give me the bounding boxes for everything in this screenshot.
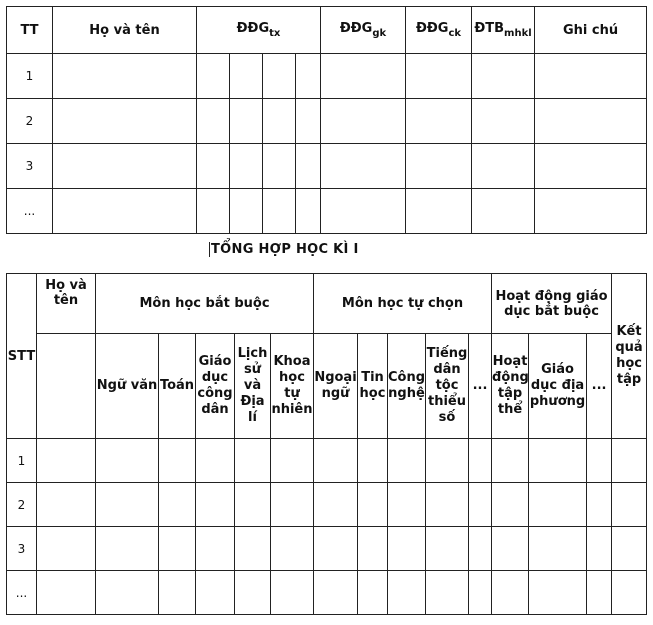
row-number: 1 (7, 439, 37, 483)
table-row (7, 54, 647, 99)
row-number: 2 (7, 99, 53, 144)
col-header-tt: TT (7, 7, 53, 54)
dtb-sub: mhkl (504, 28, 532, 39)
activity-header: Hoạt động tập thể (492, 334, 529, 439)
row-number: 3 (7, 527, 37, 571)
subject-header: Công nghệ (388, 334, 426, 439)
col-header-ddg-tx (197, 7, 321, 54)
group-header-activities: Hoạt động giáo dục bắt buộc (492, 274, 612, 334)
subject-header: ... (469, 334, 492, 439)
ddg-tx-sub: tx (269, 28, 281, 39)
summary-title: TỔNG HỢP HỌC KÌ I (211, 242, 359, 257)
row-number: ... (7, 571, 37, 615)
table-row (7, 527, 647, 571)
grade-table (6, 6, 647, 234)
ddg-gk-sub: gk (372, 28, 387, 39)
row-number: 3 (7, 144, 53, 189)
ddg-ck-main: ĐĐG (415, 21, 449, 36)
subject-header: Khoa học tự nhiên (271, 334, 314, 439)
dtb-main: ĐTB (474, 21, 505, 36)
subject-header: Toán (159, 334, 196, 439)
col-header-stt: STT (7, 274, 37, 439)
table-row (7, 189, 647, 234)
activity-header: ... (587, 334, 612, 439)
table-row (7, 144, 647, 189)
group-header-required: Môn học bắt buộc (96, 274, 314, 334)
subject-header: Lịch sử và Địa lí (235, 334, 271, 439)
activity-header: Giáo dục địa phương (529, 334, 587, 439)
subject-header: Tin học (358, 334, 388, 439)
ddg-ck-sub: ck (448, 28, 462, 39)
subject-header: Ngữ văn (96, 334, 159, 439)
col-header-name: Họ và tên (53, 7, 197, 54)
col-header-note: Ghi chú (535, 7, 647, 54)
table-row (7, 571, 647, 615)
col-header-result: Kết quả học tập (612, 274, 647, 439)
table-row (7, 483, 647, 527)
ddg-tx-main: ĐĐG (236, 21, 270, 36)
row-number: ... (7, 189, 53, 234)
subject-header: Giáo dục công dân (196, 334, 235, 439)
ddg-gk-main: ĐĐG (339, 21, 373, 36)
group-header-elective: Môn học tự chọn (314, 274, 492, 334)
col-header-ddg-gk (321, 7, 406, 54)
row-number: 1 (7, 54, 53, 99)
summary-table (6, 273, 647, 615)
row-number: 2 (7, 483, 37, 527)
col-header-ddg-ck (406, 7, 472, 54)
table-row (7, 439, 647, 483)
col-header-dtb (472, 7, 535, 54)
table-row (7, 99, 647, 144)
col-header-name: Họ và tên (37, 274, 96, 334)
subject-header: Ngoại ngữ (314, 334, 358, 439)
subject-header: Tiếng dân tộc thiểu số (426, 334, 469, 439)
